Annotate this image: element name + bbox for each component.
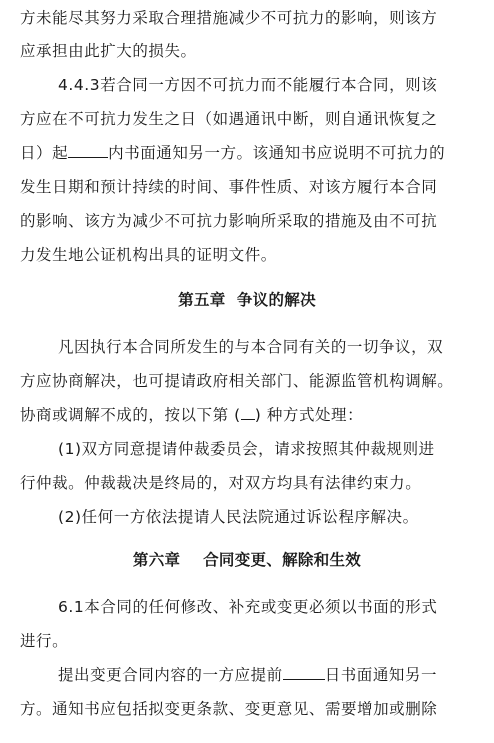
- body-line: 进行。: [20, 632, 69, 650]
- option-2-line: (2)任何一方依法提请人民法院通过诉讼程序解决。: [58, 508, 419, 526]
- body-line: 力发生地公证机构出具的证明文件。: [20, 246, 277, 264]
- body-line: 方应在不可抗力发生之日（如遇通讯中断，则自通讯恢复之: [20, 110, 438, 128]
- body-line-with-blank: [58, 665, 494, 685]
- body-line: 行仲裁。仲裁裁决是终局的，对双方均具有法律约束力。: [20, 474, 422, 492]
- choice-blank[interactable]: [234, 405, 261, 425]
- body-line: 应承担由此扩大的损失。: [20, 42, 197, 60]
- body-line: 方应协商解决，也可提请政府相关部门、能源监管机构调解。: [20, 372, 454, 390]
- fill-in-blank[interactable]: [68, 143, 108, 158]
- text-segment: 内书面通知另一方。该通知书应说明不可抗力的: [108, 144, 446, 162]
- body-line-with-blank: [20, 143, 494, 163]
- fill-in-blank[interactable]: [283, 665, 325, 680]
- text-segment: 提出变更合同内容的一方应提前: [58, 666, 283, 684]
- open-paren: (: [234, 406, 241, 424]
- text-segment: 协商或调解不成的，按以下第: [20, 406, 229, 424]
- body-line: 发生日期和预计持续的时间、事件性质、对该方履行本合同: [20, 178, 438, 196]
- close-paren: ): [254, 406, 262, 424]
- clause-4-4-3-line: 4.4.3若合同一方因不可抗力而不能履行本合同，则该: [58, 76, 438, 94]
- body-line: 方未能尽其努力采取合理措施减少不可抗力的影响，则该方: [20, 9, 438, 27]
- body-line: 凡因执行本合同所发生的与本合同有关的一切争议，双: [58, 338, 444, 356]
- body-line: 的影响、该方为减少不可抗力影响所采取的措施及由不可抗: [20, 212, 438, 230]
- option-1-line: (1)双方同意提请仲裁委员会，请求按照其仲裁规则进: [58, 440, 435, 458]
- text-segment: 日书面通知另一: [324, 666, 438, 684]
- clause-6-1-line: 6.1本合同的任何修改、补充或变更必须以书面的形式: [58, 598, 438, 616]
- choice-underline: [241, 407, 255, 420]
- chapter-6-heading: 第六章 合同变更、解除和生效: [132, 551, 362, 569]
- text-segment: 日）起: [20, 144, 69, 162]
- text-segment: 种方式处理：: [266, 406, 364, 424]
- chapter-5-heading: 第五章 争议的解决: [178, 291, 316, 309]
- body-line: 方。通知书应包括拟变更条款、变更意见、需要增加或删除: [20, 700, 438, 718]
- body-line-with-choice: [20, 405, 494, 425]
